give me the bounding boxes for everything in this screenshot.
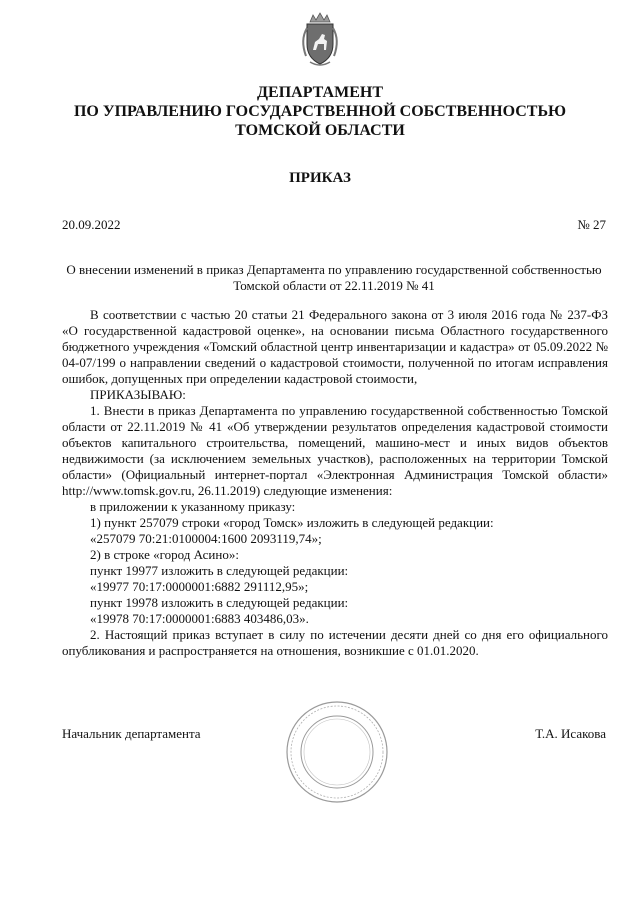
subitem-2b-value: «19978 70:17:0000001:6883 403486,03».: [90, 611, 309, 626]
header-region: ТОМСКОЙ ОБЛАСТИ: [235, 122, 405, 139]
item-2-paragraph: 2. Настоящий приказ вступает в силу по истечении десяти дней со дня его официального опубликования и распространяется на отношения, возникшие с 01.01.2020.: [62, 627, 608, 658]
document-date: 20.09.2022: [62, 217, 121, 232]
document-body: [62, 307, 608, 659]
annex-intro: в приложении к указанному приказу:: [90, 499, 296, 514]
coat-of-arms-icon: [298, 12, 342, 68]
signer-title: Начальник департамента: [62, 726, 201, 741]
header-department-name: ПО УПРАВЛЕНИЮ ГОСУДАРСТВЕННОЙ СОБСТВЕННОСТЬЮ: [73, 103, 567, 120]
subitem-2a-value: «19977 70:17:0000001:6882 291112,95»;: [90, 579, 309, 594]
header-department: ДЕПАРТАМЕНТ: [257, 84, 383, 101]
subitem-2b: пункт 19978 изложить в следующей редакции:: [90, 595, 349, 610]
signer-name: Т.А. Исакова: [535, 726, 606, 741]
official-stamp: [285, 700, 389, 804]
subitem-2: 2) в строке «город Асино»:: [90, 547, 239, 562]
order-word: ПРИКАЗЫВАЮ:: [90, 387, 186, 402]
item-1-paragraph: 1. Внести в приказ Департамента по управлению государственной собственностью Томской области от 22.11.2019 № 41 «Об утверждении результатов определения кадастровой стоимости объектов капитального строительства, помещений, машино-мест и иных видов объектов недвижимости (за исключением земельных участков), расположенных на территории Томской области» (Официальный интернет-портал «Электронная Администрация Томской области» http://www.tomsk.gov.ru, 26.11.2019) следующие изменения:: [62, 403, 608, 498]
document-subject: О внесении изменений в приказ Департамента по управлению государственной собственностью Томской области от 22.11.2019 № 41: [66, 262, 602, 293]
preamble-paragraph: В соответствии с частью 20 статьи 21 Федерального закона от 3 июля 2016 года № 237-ФЗ «О государственной кадастровой оценке», на основании письма Областного государственного бюджетного учреждения «Томский областной центр инвентаризации и кадастра» от 05.09.2022 № 04-07/199 о направлении сведений о кадастровой стоимости, полученной по итогам исправления ошибок, допущенных при определении кадастровой стоимости,: [62, 307, 608, 386]
subitem-1: 1) пункт 257079 строки «город Томск» изложить в следующей редакции:: [90, 515, 494, 530]
document-type: ПРИКАЗ: [289, 170, 351, 186]
subitem-2a: пункт 19977 изложить в следующей редакции:: [90, 563, 349, 578]
document-number: № 27: [577, 217, 606, 232]
subitem-1-value: «257079 70:21:0100004:1600 2093119,74»;: [90, 531, 322, 546]
